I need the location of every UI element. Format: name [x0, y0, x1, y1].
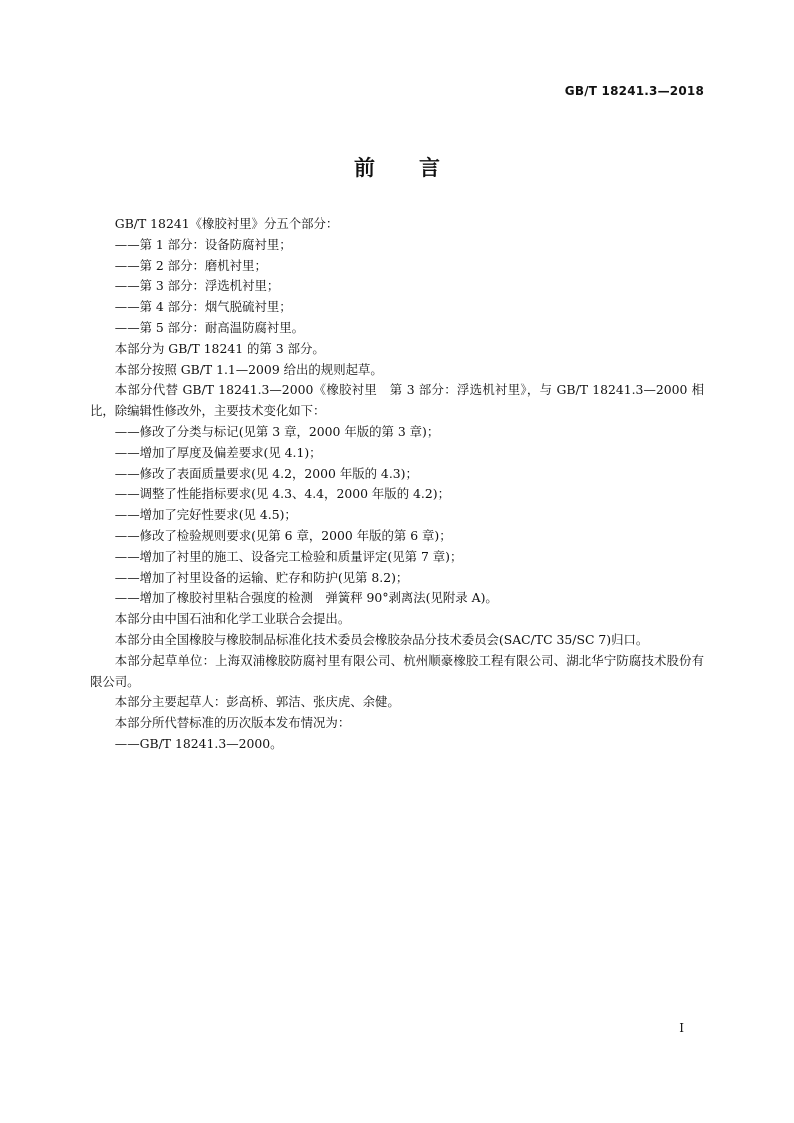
paragraph: 本部分由全国橡胶与橡胶制品标准化技术委员会橡胶杂品分技术委员会(SAC/TC 35/SC 7)归口。 — [114, 631, 649, 647]
paragraph: 本部分所代替标准的历次版本发布情况为： — [114, 715, 351, 731]
list-item: ——调整了性能指标要求(见 4.3、4.4，2000 年版的 4.2)； — [114, 486, 450, 502]
list-item: ——修改了分类与标记(见第 3 章，2000 年版的第 3 章)； — [114, 423, 440, 439]
list-item: ——增加了厚度及偏差要求(见 4.1)； — [114, 444, 322, 460]
list-item: ——第 5 部分：耐高温防腐衬里。 — [114, 319, 305, 335]
paragraph: 本部分为 GB/T 18241 的第 3 部分。 — [114, 340, 325, 356]
paragraph: 本部分主要起草人：彭高桥、郭洁、张庆虎、余健。 — [114, 694, 400, 710]
paragraph: 本部分代替 GB/T 18241.3—2000《橡胶衬里 第 3 部分：浮选机衬里》，与 GB/T 18241.3—2000 相比，除编辑性修改外，主要技术变化如下： — [90, 382, 704, 419]
list-item: ——增加了橡胶衬里粘合强度的检测 弹簧秤 90°剥离法(见附录 A)。 — [114, 590, 498, 606]
list-item: ——第 3 部分：浮选机衬里； — [114, 278, 280, 294]
foreword-body — [90, 214, 704, 755]
list-item: ——第 1 部分：设备防腐衬里； — [114, 236, 292, 252]
paragraph: 本部分起草单位：上海双浦橡胶防腐衬里有限公司、杭州顺豪橡胶工程有限公司、湖北华宁防腐技术股份有限公司。 — [90, 652, 704, 689]
list-item: ——第 2 部分：磨机衬里； — [114, 257, 267, 273]
paragraph: 本部分按照 GB/T 1.1—2009 给出的规则起草。 — [114, 361, 383, 377]
paragraph: GB/T 18241《橡胶衬里》分五个部分： — [114, 216, 339, 231]
list-item: ——第 4 部分：烟气脱硫衬里； — [114, 299, 292, 315]
list-item: ——增加了完好性要求(见 4.5)； — [114, 507, 297, 523]
standard-number: GB/T 18241.3—2018 — [564, 84, 704, 98]
page-number: I — [679, 1021, 684, 1035]
list-item: ——修改了表面质量要求(见 4.2，2000 年版的 4.3)； — [114, 465, 418, 481]
list-item: ——增加了衬里的施工、设备完工检验和质量评定(见第 7 章)； — [114, 548, 463, 564]
list-item: ——GB/T 18241.3—2000。 — [114, 735, 283, 751]
paragraph: 本部分由中国石油和化学工业联合会提出。 — [114, 611, 351, 627]
list-item: ——修改了检验规则要求(见第 6 章，2000 年版的第 6 章)； — [114, 527, 452, 543]
page-title: 前言 — [354, 156, 484, 180]
list-item: ——增加了衬里设备的运输、贮存和防护(见第 8.2)； — [114, 569, 409, 585]
